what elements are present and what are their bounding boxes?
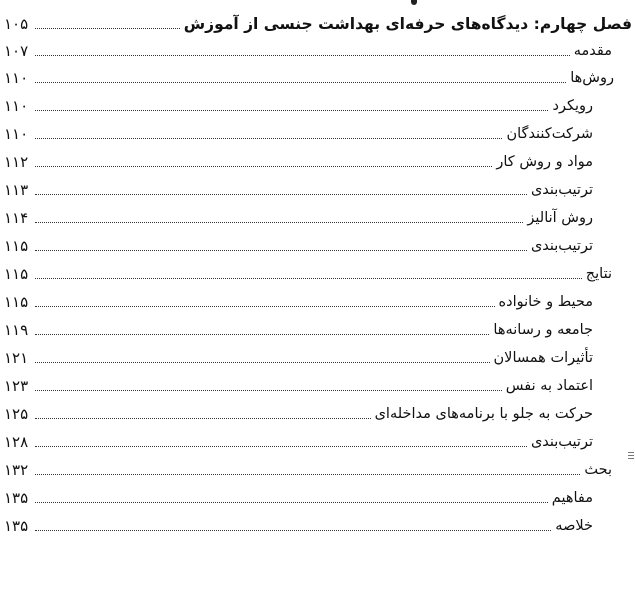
- toc-entry[interactable]: [4, 204, 593, 228]
- toc-entry[interactable]: [4, 400, 593, 424]
- entry-label: خلاصه: [551, 516, 593, 536]
- toc-entry[interactable]: [4, 64, 614, 88]
- dot-leader: [35, 404, 371, 424]
- dot-leader: [35, 320, 489, 340]
- menu-lines-icon[interactable]: [628, 452, 634, 459]
- entry-label: اعتماد به نفس: [502, 376, 593, 396]
- page-number: ۱۲۱: [4, 349, 29, 367]
- page-number: ۱۲۸: [4, 433, 29, 451]
- dot-leader: [35, 180, 527, 200]
- page-number: ۱۲۵: [4, 405, 29, 423]
- entry-label: روش آنالیز: [523, 208, 593, 228]
- page-number: ۱۱۴: [4, 209, 29, 227]
- entry-label: تأثیرات همسالان: [490, 348, 593, 368]
- toc-chapter-heading[interactable]: [4, 10, 632, 34]
- entry-label: جامعه و رسانه‌ها: [489, 320, 593, 340]
- entry-label: مقدمه: [570, 41, 612, 61]
- page-number: ۱۰۷: [4, 42, 29, 60]
- entry-label: روش‌ها: [566, 68, 614, 88]
- dot-leader: [35, 68, 566, 88]
- dot-leader: [35, 516, 551, 536]
- dot-leader: [35, 488, 548, 508]
- entry-label: مفاهیم: [548, 488, 593, 508]
- dot-leader: [35, 14, 180, 34]
- entry-label: بحث: [580, 460, 612, 480]
- toc-entry[interactable]: [4, 428, 593, 452]
- page-number: ۱۱۵: [4, 265, 29, 283]
- dot-leader: [35, 376, 502, 396]
- toc-entry[interactable]: [4, 232, 593, 256]
- dot-leader: [35, 152, 492, 172]
- dot-leader: [35, 41, 570, 61]
- toc-entry[interactable]: [4, 92, 593, 116]
- page-number: ۱۱۳: [4, 181, 29, 199]
- dot-leader: [35, 348, 490, 368]
- dot-leader: [35, 460, 580, 480]
- dot-leader: [35, 432, 527, 452]
- entry-label: حرکت به جلو با برنامه‌های مداخله‌ای: [371, 404, 593, 424]
- page-number: ۱۳۲: [4, 461, 29, 479]
- toc-entry[interactable]: [4, 148, 593, 172]
- entry-label: نتایج: [582, 264, 612, 284]
- page-number: ۱۱۵: [4, 237, 29, 255]
- entry-label: محیط و خانواده: [495, 292, 593, 312]
- toc-entry[interactable]: [4, 288, 593, 312]
- dot-leader: [35, 292, 495, 312]
- dot-leader: [35, 264, 582, 284]
- page-number: ۱۳۵: [4, 517, 29, 535]
- dot-leader: [35, 96, 548, 116]
- page-number: ۱۱۵: [4, 293, 29, 311]
- toc-entry[interactable]: [4, 120, 593, 144]
- dot-leader: [35, 124, 502, 144]
- toc-entry[interactable]: [4, 176, 593, 200]
- dot-leader: [35, 236, 527, 256]
- page-number: ۱۲۳: [4, 377, 29, 395]
- page-number: ۱۰۵: [4, 15, 29, 33]
- toc-entry[interactable]: [4, 316, 593, 340]
- toc-entry[interactable]: [4, 484, 593, 508]
- previous-line-fragment: [411, 0, 417, 5]
- toc-entry[interactable]: [4, 372, 593, 396]
- dot-leader: [35, 208, 523, 228]
- entry-label: ترتیب‌بندی: [527, 236, 593, 256]
- chapter-title: فصل چهارم: دیدگاه‌های حرفه‌ای بهداشت جنسی از آموزش: [180, 14, 632, 34]
- page-number: ۱۱۲: [4, 153, 29, 171]
- entry-label: رویکرد: [548, 96, 593, 116]
- page-number: ۱۱۹: [4, 321, 29, 339]
- entry-label: مواد و روش کار: [492, 152, 593, 172]
- toc-entry[interactable]: [4, 456, 612, 480]
- toc-entry[interactable]: [4, 344, 593, 368]
- page-number: ۱۱۰: [4, 125, 29, 143]
- entry-label: شرکت‌کنندگان: [502, 124, 593, 144]
- toc-entry[interactable]: [4, 260, 612, 284]
- toc-entry[interactable]: [4, 37, 612, 61]
- page-number: ۱۳۵: [4, 489, 29, 507]
- page-number: ۱۱۰: [4, 97, 29, 115]
- page-number: ۱۱۰: [4, 69, 29, 87]
- entry-label: ترتیب‌بندی: [527, 432, 593, 452]
- entry-label: ترتیب‌بندی: [527, 180, 593, 200]
- toc-entry[interactable]: [4, 512, 593, 536]
